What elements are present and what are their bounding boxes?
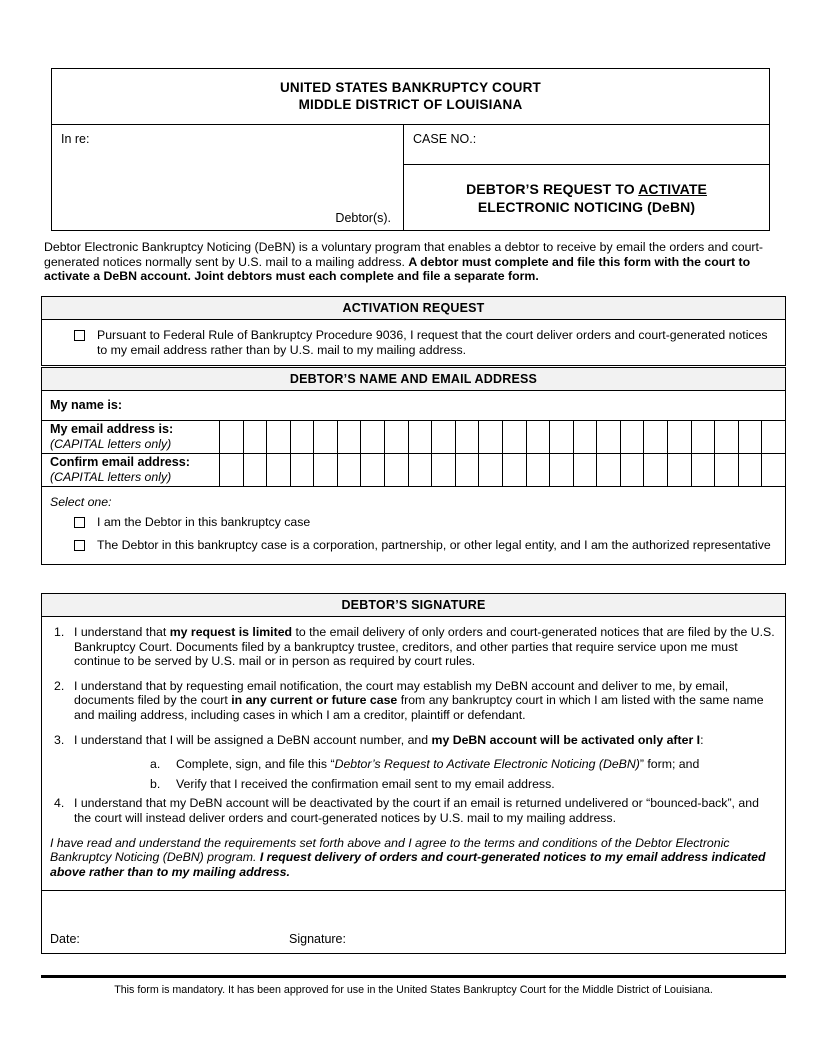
in-re-label: In re: xyxy=(61,132,90,146)
character-cell[interactable] xyxy=(338,454,362,486)
acknowledgement-text xyxy=(74,625,775,669)
character-cell[interactable] xyxy=(291,454,315,486)
signature-label: Signature: xyxy=(289,931,346,946)
agreement-plain: I have read and understand the requirements set forth above and I agree to the terms and conditions of the Debtor Electronic Bankruptcy Noticing (DeBN) program. xyxy=(50,835,730,865)
court-name: UNITED STATES BANKRUPTCY COURT xyxy=(279,80,541,95)
acknowledgement-number: 3. xyxy=(54,732,65,747)
confirm-email-label: Confirm email address: xyxy=(50,455,190,469)
character-cell[interactable] xyxy=(314,454,338,486)
body-text: : xyxy=(700,732,704,747)
character-cell[interactable] xyxy=(550,454,574,486)
acknowledgement-item xyxy=(50,679,775,723)
emphasis-text: my request is limited xyxy=(169,625,293,639)
character-cell[interactable] xyxy=(479,421,503,453)
body-text: from any bankruptcy court in which I am listed with the same name and mailing address, including cases in which I am a creditor, plaintiff or defendant. xyxy=(74,693,764,722)
body-text: Complete, sign, and file this “ xyxy=(176,757,335,772)
character-cell[interactable] xyxy=(715,421,739,453)
character-cell[interactable] xyxy=(644,421,668,453)
acknowledgement-subitem-text xyxy=(176,757,775,772)
acknowledgement-number: 1. xyxy=(54,625,65,639)
character-cell[interactable] xyxy=(267,421,291,453)
character-cell[interactable] xyxy=(361,421,385,453)
character-cell[interactable] xyxy=(456,454,480,486)
caption-right xyxy=(404,125,769,230)
character-cell[interactable] xyxy=(597,421,621,453)
signature-area[interactable] xyxy=(42,890,785,953)
character-cell[interactable] xyxy=(692,421,716,453)
acknowledgement-list xyxy=(42,617,785,836)
character-cell[interactable] xyxy=(503,454,527,486)
character-cell[interactable] xyxy=(739,421,763,453)
acknowledgement-item xyxy=(50,625,775,669)
activation-request-section xyxy=(41,296,786,366)
form-name-italic: Debtor’s Request to Activate Electronic Noticing (DeBN) xyxy=(334,757,640,772)
activation-checkbox-row[interactable] xyxy=(42,320,785,365)
character-cell[interactable] xyxy=(574,421,598,453)
form-title-activate: ACTIVATE xyxy=(638,180,707,197)
emphasis-text: my DeBN account will be activated only after I xyxy=(431,732,701,747)
in-re-cell[interactable] xyxy=(52,125,404,230)
email-address-row xyxy=(42,421,785,454)
character-cell[interactable] xyxy=(432,421,456,453)
debtors-label: Debtor(s). xyxy=(335,211,391,225)
court-heading xyxy=(52,69,769,125)
date-label: Date: xyxy=(50,931,80,946)
name-email-heading: DEBTOR’S NAME AND EMAIL ADDRESS xyxy=(42,368,785,391)
character-cell[interactable] xyxy=(361,454,385,486)
date-field[interactable] xyxy=(50,932,80,946)
character-cell[interactable] xyxy=(456,421,480,453)
acknowledgement-subitem xyxy=(150,757,775,772)
acknowledgement-item xyxy=(50,733,775,748)
activation-checkbox[interactable] xyxy=(74,330,85,341)
body-text: I understand that my DeBN account will be deactivated by the court if an email is returned undelivered or “bounced-back”, and the court will instead deliver orders and court-generated notices by U.S. mail to my mailing address. xyxy=(74,796,759,825)
my-name-label: My name is: xyxy=(50,398,123,412)
footer-note: This form is mandatory. It has been approved for use in the United States Bankruptcy Court for the Middle District of Louisiana. xyxy=(114,984,713,996)
option-debtor-checkbox[interactable] xyxy=(74,517,85,528)
email-address-label-cell xyxy=(42,421,220,453)
email-address-label: My email address is: xyxy=(50,422,174,436)
body-text: Verify that I received the confirmation email sent to my email address. xyxy=(176,776,555,791)
activation-request-heading: ACTIVATION REQUEST xyxy=(42,297,785,320)
body-text: I understand that I will be assigned a DeBN account number, and xyxy=(74,732,432,747)
character-cell[interactable] xyxy=(244,454,268,486)
acknowledgement-subitem-letter: a. xyxy=(150,757,161,772)
emphasis-text: in any current or future case xyxy=(231,693,398,708)
intro-paragraph xyxy=(44,240,774,284)
debtor-signature-section xyxy=(41,593,786,954)
select-one-label: Select one: xyxy=(50,495,112,509)
option-debtor-label: I am the Debtor in this bankruptcy case xyxy=(97,515,311,529)
character-cell[interactable] xyxy=(503,421,527,453)
character-cell[interactable] xyxy=(621,421,645,453)
character-cell[interactable] xyxy=(527,421,551,453)
footer-divider xyxy=(41,975,786,978)
signature-field[interactable] xyxy=(289,932,346,946)
body-text: I understand that by requesting email notification, the court may establish my DeBN account and deliver to me, by email, documents filed by the court xyxy=(74,678,729,708)
option-entity-row[interactable] xyxy=(42,534,785,565)
agreement-bold: I request delivery of orders and court-generated notices to my email address indicated above rather than to my mailing address. xyxy=(50,850,766,880)
form-title-line1 xyxy=(466,180,707,198)
case-number-field[interactable] xyxy=(404,125,769,165)
character-cell[interactable] xyxy=(314,421,338,453)
intro-text-bold: A debtor must complete and file this form with the court to activate a DeBN account. Joint debtors must each complete and file a separate form. xyxy=(44,254,751,284)
character-cell[interactable] xyxy=(385,454,409,486)
character-cell[interactable] xyxy=(762,421,785,453)
character-cell[interactable] xyxy=(715,454,739,486)
confirm-email-sublabel: (CAPITAL letters only) xyxy=(50,470,172,484)
acknowledgement-text xyxy=(74,679,775,723)
acknowledgement-item xyxy=(50,796,775,825)
character-cell[interactable] xyxy=(338,421,362,453)
option-entity-label: The Debtor in this bankruptcy case is a corporation, partnership, or other legal entity, and I am the authorized representative xyxy=(97,537,771,552)
character-cell[interactable] xyxy=(621,454,645,486)
activation-checkbox-label: Pursuant to Federal Rule of Bankruptcy Procedure 9036, I request that the court deliver orders and court-generated notices to my email address rather than by U.S. mail to my mailing address. xyxy=(97,328,768,357)
character-cell[interactable] xyxy=(574,454,598,486)
body-text: ” form; and xyxy=(639,757,700,772)
confirm-email-row xyxy=(42,454,785,487)
character-cell[interactable] xyxy=(291,421,315,453)
acknowledgement-number: 2. xyxy=(54,678,65,693)
acknowledgement-sublist xyxy=(50,757,775,791)
agreement-paragraph xyxy=(42,836,785,890)
court-district: MIDDLE DISTRICT OF LOUISIANA xyxy=(298,96,523,112)
debtor-signature-heading: DEBTOR’S SIGNATURE xyxy=(42,594,785,617)
caption-table xyxy=(51,68,770,231)
character-cell[interactable] xyxy=(385,421,409,453)
acknowledgement-text xyxy=(74,733,775,748)
character-cell[interactable] xyxy=(409,454,433,486)
body-text: I understand that xyxy=(74,625,170,639)
character-cell[interactable] xyxy=(479,454,503,486)
character-cell[interactable] xyxy=(220,421,244,453)
acknowledgement-subitem-letter: b. xyxy=(150,776,161,791)
caption-body xyxy=(52,125,769,230)
form-title xyxy=(404,165,769,230)
character-cell[interactable] xyxy=(220,454,244,486)
character-cell[interactable] xyxy=(267,454,291,486)
acknowledgement-subitem xyxy=(150,777,775,792)
confirm-email-label-cell xyxy=(42,454,220,486)
character-cell[interactable] xyxy=(692,454,716,486)
character-cell[interactable] xyxy=(244,421,268,453)
intro-text-plain: Debtor Electronic Bankruptcy Noticing (DeBN) is a voluntary program that enables a debtor to receive by email the orders and court-generated notices normally sent by U.S. mail to a mailing address. xyxy=(44,240,764,269)
name-email-section xyxy=(41,367,786,565)
character-cell[interactable] xyxy=(409,421,433,453)
character-cell[interactable] xyxy=(432,454,456,486)
option-entity-checkbox[interactable] xyxy=(74,540,85,551)
character-cell[interactable] xyxy=(644,454,668,486)
my-name-row[interactable] xyxy=(42,391,785,421)
acknowledgement-subitem-text xyxy=(176,777,775,792)
character-cell[interactable] xyxy=(762,454,785,486)
case-number-label: CASE NO.: xyxy=(413,132,477,146)
email-address-grid[interactable] xyxy=(220,421,785,453)
character-cell[interactable] xyxy=(668,421,692,453)
character-cell[interactable] xyxy=(739,454,763,486)
character-cell[interactable] xyxy=(668,454,692,486)
form-title-line2: ELECTRONIC NOTICING (DeBN) xyxy=(477,198,696,215)
acknowledgement-number: 4. xyxy=(54,796,65,811)
confirm-email-grid[interactable] xyxy=(220,454,785,486)
character-cell[interactable] xyxy=(527,454,551,486)
character-cell[interactable] xyxy=(597,454,621,486)
character-cell[interactable] xyxy=(550,421,574,453)
option-debtor-row[interactable] xyxy=(42,511,785,534)
form-title-line1-pre: DEBTOR’S REQUEST TO xyxy=(466,180,639,197)
email-address-sublabel: (CAPITAL letters only) xyxy=(50,437,172,451)
acknowledgement-text xyxy=(74,796,775,825)
body-text: to the email delivery of only orders and court-generated notices that are filed by the U.S. Bankruptcy Court. Documents filed by a bankruptcy trustee, creditors, and other parties that require service upon me must continue to be served by U.S. mail or in person as required by court rules. xyxy=(74,625,775,669)
